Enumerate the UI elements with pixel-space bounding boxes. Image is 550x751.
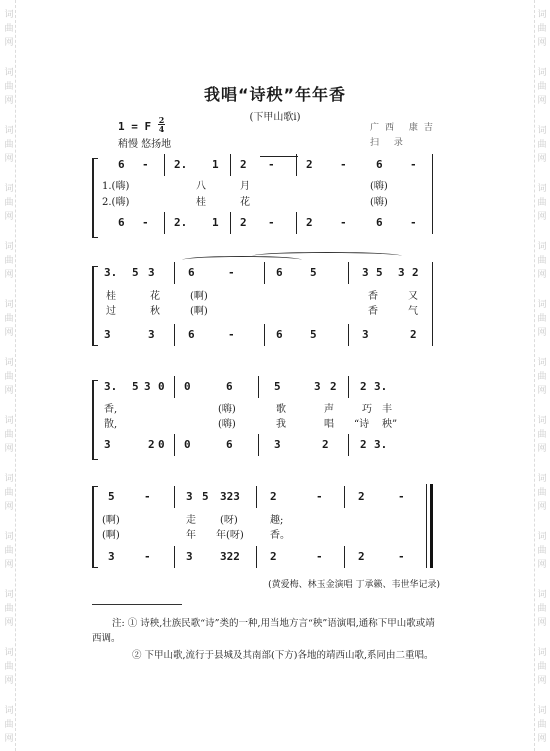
- lyric: 巧: [362, 404, 372, 415]
- note: 2: [360, 438, 367, 451]
- lyric: 花: [150, 291, 160, 302]
- barline: [174, 434, 175, 456]
- watermark-glyph: 词: [537, 300, 547, 310]
- watermark-glyph: 网: [4, 734, 14, 744]
- lyric: 花: [240, 197, 250, 208]
- watermark-glyph: 词: [4, 242, 14, 252]
- watermark-glyph: 曲: [537, 82, 547, 92]
- barline: [174, 324, 175, 346]
- score-system-1: [92, 150, 442, 240]
- note: 2.: [174, 158, 188, 171]
- watermark-glyph: 词: [4, 474, 14, 484]
- lyric: (啊): [190, 306, 208, 317]
- watermark-glyph: 词: [4, 416, 14, 426]
- note: 3: [108, 550, 115, 563]
- watermark-glyph: 曲: [4, 662, 14, 672]
- watermark-glyph-group: [535, 356, 549, 398]
- watermark-glyph: 词: [537, 416, 547, 426]
- watermark-glyph-group: [2, 646, 16, 688]
- watermark-glyph: 曲: [4, 430, 14, 440]
- note: 3: [144, 380, 151, 393]
- watermark-glyph: 网: [537, 328, 547, 338]
- watermark-glyph: 网: [537, 212, 547, 222]
- barline: [348, 434, 349, 456]
- watermark-glyph: 词: [537, 706, 547, 716]
- lower-voice-notes: [92, 216, 442, 234]
- watermark-glyph: 曲: [537, 430, 547, 440]
- watermark-glyph: 网: [4, 676, 14, 686]
- watermark-glyph: 网: [537, 386, 547, 396]
- performer-credit: (黄爱梅、林玉金演唱 丁承籁、韦世华记录): [268, 580, 440, 590]
- watermark-glyph: 曲: [4, 720, 14, 730]
- note: 0: [184, 438, 191, 451]
- watermark-glyph-group: [2, 298, 16, 340]
- watermark-glyph-group: [2, 356, 16, 398]
- lower-voice-notes: [92, 550, 442, 568]
- barline: [230, 154, 231, 176]
- watermark-glyph: 曲: [537, 140, 547, 150]
- note: 5: [376, 266, 383, 279]
- final-barline-thick: [430, 484, 433, 568]
- note: 6: [276, 328, 283, 341]
- watermark-glyph-group: [2, 472, 16, 514]
- note: 2.: [174, 216, 188, 229]
- note: 3.: [374, 380, 388, 393]
- note: 5: [202, 490, 209, 503]
- barline: [256, 486, 257, 508]
- watermark-glyph: 曲: [4, 488, 14, 498]
- lyric: 香: [368, 306, 378, 317]
- watermark-glyph: 网: [4, 328, 14, 338]
- lyric: 趣;: [270, 515, 284, 526]
- lyric: (嗨): [370, 181, 388, 192]
- watermark-glyph: 网: [4, 212, 14, 222]
- lyrics-verse-2: [92, 193, 442, 211]
- key-signature: 1 = F: [118, 120, 152, 133]
- watermark-glyph: 网: [537, 154, 547, 164]
- lyric: 桂: [196, 197, 206, 208]
- watermark-glyph: 曲: [4, 82, 14, 92]
- note: -: [316, 550, 323, 563]
- watermark-glyph: 曲: [4, 198, 14, 208]
- watermark-glyph: 网: [537, 676, 547, 686]
- watermark-glyph: 网: [537, 502, 547, 512]
- barline: [348, 262, 349, 284]
- meter-bottom: 4: [158, 124, 165, 134]
- watermark-glyph: 网: [537, 38, 547, 48]
- watermark-glyph-group: [2, 182, 16, 224]
- note: -: [142, 158, 149, 171]
- barline: [258, 434, 259, 456]
- slur-line: [252, 252, 402, 260]
- lyric: 秋: [150, 306, 160, 317]
- watermark-glyph: 网: [537, 560, 547, 570]
- watermark-glyph: 词: [537, 126, 547, 136]
- lyrics-verse-2: [92, 415, 442, 433]
- upper-voice-notes: [92, 380, 442, 398]
- watermark-glyph: 词: [4, 184, 14, 194]
- note: 3: [186, 490, 193, 503]
- lyrics-verse-2: [92, 526, 442, 544]
- lyric: 又: [408, 291, 418, 302]
- score-system-3: [92, 372, 442, 462]
- note: 323: [220, 490, 240, 503]
- barline: [230, 212, 231, 234]
- barline: [432, 262, 433, 346]
- watermark-glyph: 词: [4, 590, 14, 600]
- note: 2: [322, 438, 329, 451]
- watermark-glyph-group: [2, 530, 16, 572]
- note: 0: [158, 438, 165, 451]
- barline: [258, 376, 259, 398]
- note: 2: [270, 550, 277, 563]
- lyric: (嗨): [218, 404, 236, 415]
- watermark-glyph: 曲: [537, 198, 547, 208]
- lyric: 气: [408, 306, 418, 317]
- tempo-marking: 稍慢 悠扬地: [118, 139, 172, 150]
- watermark-glyph-group: [535, 704, 549, 746]
- lyric: 过: [106, 306, 116, 317]
- note: 6: [226, 438, 233, 451]
- footnote-1: 注: ① 诗秧,壮族民歌“诗”类的一种,用当地方言“秧”语演唱,通称下甲山歌或靖西调。: [92, 618, 435, 644]
- note: 5: [310, 266, 317, 279]
- watermark-glyph-group: [535, 646, 549, 688]
- watermark-glyph: 词: [4, 648, 14, 658]
- lyric: 散,: [104, 419, 118, 430]
- note: 5: [132, 266, 139, 279]
- lyric: 月: [240, 181, 250, 192]
- note: 3.: [104, 266, 118, 279]
- lyric: 2.(嗨): [102, 197, 130, 208]
- barline: [344, 486, 345, 508]
- lyric: 年(呀): [216, 530, 244, 541]
- note: -: [398, 550, 405, 563]
- barline: [344, 546, 345, 568]
- watermark-glyph: 曲: [537, 488, 547, 498]
- note: 322: [220, 550, 240, 563]
- note: 2: [306, 216, 313, 229]
- note: 3.: [104, 380, 118, 393]
- watermark-glyph-group: [535, 414, 549, 456]
- watermark-glyph: 词: [537, 184, 547, 194]
- note: 3: [362, 328, 369, 341]
- note: -: [228, 266, 235, 279]
- barline: [296, 212, 297, 234]
- note: -: [410, 216, 417, 229]
- lyric: 丰: [382, 404, 392, 415]
- watermark-glyph: 曲: [537, 314, 547, 324]
- watermark-glyph-group: [535, 298, 549, 340]
- note: 3: [274, 438, 281, 451]
- lyric: 八: [196, 181, 206, 192]
- watermark-glyph: 词: [537, 68, 547, 78]
- lower-voice-notes: [92, 438, 442, 456]
- score-system-2: [92, 258, 442, 350]
- note: 6: [188, 328, 195, 341]
- note: -: [142, 216, 149, 229]
- watermark-glyph: 词: [537, 648, 547, 658]
- watermark-glyph-group: [535, 240, 549, 282]
- note: 2: [330, 380, 337, 393]
- watermark-glyph: 网: [4, 502, 14, 512]
- watermark-glyph: 词: [537, 590, 547, 600]
- note: 3: [398, 266, 405, 279]
- watermark-glyph: 曲: [4, 546, 14, 556]
- watermark-glyph: 曲: [4, 256, 14, 266]
- watermark-glyph-group: [2, 414, 16, 456]
- watermark-glyph: 网: [4, 96, 14, 106]
- note: 3: [186, 550, 193, 563]
- note: 2: [306, 158, 313, 171]
- note: -: [340, 216, 347, 229]
- lyric: (嗨): [218, 419, 236, 430]
- footnote-2: ② 下甲山歌,流行于县城及其南部(下方)各地的靖西山歌,系同由二重唱。: [132, 650, 434, 661]
- note: 0: [158, 380, 165, 393]
- watermark-glyph-group: [2, 240, 16, 282]
- lyric: 香: [368, 291, 378, 302]
- note: 2: [410, 328, 417, 341]
- final-barline-thin: [426, 484, 427, 568]
- watermark-glyph-group: [535, 588, 549, 630]
- watermark-glyph: 词: [4, 532, 14, 542]
- barline: [256, 546, 257, 568]
- watermark-glyph: 曲: [537, 546, 547, 556]
- lyric: 桂: [106, 291, 116, 302]
- note: 2: [270, 490, 277, 503]
- watermark-glyph-group: [2, 704, 16, 746]
- note: -: [268, 216, 275, 229]
- barline: [264, 262, 265, 284]
- note: -: [398, 490, 405, 503]
- watermark-glyph: 网: [4, 618, 14, 628]
- footnote-separator: [92, 604, 182, 605]
- upper-voice-notes: [92, 266, 442, 284]
- watermark-glyph: 网: [4, 444, 14, 454]
- slur-line: [260, 156, 298, 157]
- note: 6: [118, 216, 125, 229]
- barline: [348, 324, 349, 346]
- barline: [174, 546, 175, 568]
- barline: [174, 486, 175, 508]
- note: 3: [104, 438, 111, 451]
- collection-credit-2: 扫 录: [370, 138, 409, 148]
- barline: [296, 154, 297, 176]
- barline: [164, 154, 165, 176]
- watermark-glyph: 曲: [4, 314, 14, 324]
- watermark-glyph: 网: [4, 154, 14, 164]
- time-signature: [158, 116, 165, 133]
- watermark-glyph: 词: [4, 68, 14, 78]
- note: 3: [362, 266, 369, 279]
- watermark-glyph: 词: [537, 10, 547, 20]
- note: 6: [226, 380, 233, 393]
- watermark-glyph: 曲: [537, 662, 547, 672]
- watermark-glyph: 曲: [537, 720, 547, 730]
- watermark-glyph: 曲: [4, 24, 14, 34]
- note: 6: [376, 216, 383, 229]
- watermark-glyph: 网: [537, 618, 547, 628]
- note: 6: [188, 266, 195, 279]
- song-title: 我唱“诗秧”年年香: [203, 85, 347, 104]
- watermark-glyph: 词: [537, 474, 547, 484]
- lyrics-verse-2: [92, 302, 442, 320]
- watermark-glyph: 词: [4, 126, 14, 136]
- watermark-glyph-group: [2, 588, 16, 630]
- lyric: 年: [186, 530, 196, 541]
- watermark-glyph-group: [535, 472, 549, 514]
- note: 6: [276, 266, 283, 279]
- lyric: 声: [324, 404, 334, 415]
- note: 2: [240, 158, 247, 171]
- note: -: [144, 550, 151, 563]
- watermark-glyph-group: [2, 8, 16, 50]
- note: -: [144, 490, 151, 503]
- lyric: (啊): [102, 515, 120, 526]
- song-subtitle: (下甲山歌i): [249, 112, 301, 123]
- watermark-glyph: 网: [4, 560, 14, 570]
- lyric: (呀): [220, 515, 238, 526]
- watermark-glyph: 曲: [4, 372, 14, 382]
- watermark-glyph: 曲: [4, 140, 14, 150]
- note: 6: [376, 158, 383, 171]
- watermark-glyph-group: [535, 8, 549, 50]
- lyric: 1.(嗨): [102, 181, 130, 192]
- note: 5: [310, 328, 317, 341]
- note: 5: [132, 380, 139, 393]
- watermark-glyph: 网: [537, 444, 547, 454]
- lyric: (啊): [190, 291, 208, 302]
- note: 3.: [374, 438, 388, 451]
- watermark-glyph: 网: [537, 96, 547, 106]
- watermark-glyph: 网: [4, 386, 14, 396]
- watermark-glyph: 网: [537, 734, 547, 744]
- watermark-glyph: 网: [4, 38, 14, 48]
- barline: [348, 376, 349, 398]
- note: 2: [148, 438, 155, 451]
- upper-voice-notes: [92, 490, 442, 508]
- note: 2: [360, 380, 367, 393]
- collection-credit-1: 广西 康吉: [370, 123, 439, 133]
- note: 5: [274, 380, 281, 393]
- lyric: (嗨): [370, 197, 388, 208]
- watermark-glyph: 曲: [537, 372, 547, 382]
- lyric: 歌: [276, 404, 286, 415]
- watermark-glyph: 网: [4, 270, 14, 280]
- barline: [264, 324, 265, 346]
- lyric: 香。: [270, 530, 290, 541]
- watermark-glyph: 网: [537, 270, 547, 280]
- note: 5: [108, 490, 115, 503]
- lower-voice-notes: [92, 328, 442, 346]
- note: 3: [148, 266, 155, 279]
- watermark-glyph: 曲: [537, 24, 547, 34]
- lyric: 唱: [324, 419, 334, 430]
- lyric: (啊): [102, 530, 120, 541]
- watermark-glyph: 曲: [537, 256, 547, 266]
- note: -: [316, 490, 323, 503]
- watermark-glyph-group: [535, 530, 549, 572]
- note: 2: [358, 490, 365, 503]
- watermark-glyph-group: [535, 182, 549, 224]
- note: -: [228, 328, 235, 341]
- watermark-glyph: 词: [4, 358, 14, 368]
- lyric: “诗: [354, 419, 370, 430]
- note: 2: [240, 216, 247, 229]
- lyric: 香,: [104, 404, 118, 415]
- upper-voice-notes: [92, 158, 442, 176]
- note: 0: [184, 380, 191, 393]
- watermark-glyph: 曲: [537, 604, 547, 614]
- watermark-glyph: 词: [537, 242, 547, 252]
- watermark-glyph: 词: [537, 358, 547, 368]
- watermark-glyph: 词: [4, 300, 14, 310]
- watermark-glyph: 曲: [4, 604, 14, 614]
- note: -: [410, 158, 417, 171]
- watermark-glyph: 词: [4, 706, 14, 716]
- watermark-glyph-group: [535, 124, 549, 166]
- note: 3: [104, 328, 111, 341]
- note: 1: [212, 216, 219, 229]
- note: 3: [314, 380, 321, 393]
- note: 1: [212, 158, 219, 171]
- watermark-glyph-group: [2, 124, 16, 166]
- barline: [164, 212, 165, 234]
- score-system-4: [92, 482, 442, 572]
- note: -: [340, 158, 347, 171]
- watermark-glyph: 词: [537, 532, 547, 542]
- barline: [432, 154, 433, 234]
- lyric: 我: [276, 419, 286, 430]
- note: 6: [118, 158, 125, 171]
- lyric: 秧”: [382, 419, 398, 430]
- watermark-glyph: 词: [4, 10, 14, 20]
- meter-top: 2: [158, 115, 165, 125]
- barline: [174, 262, 175, 284]
- note: -: [268, 158, 275, 171]
- note: 2: [358, 550, 365, 563]
- lyric: 走: [186, 515, 196, 526]
- note: 2: [412, 266, 419, 279]
- barline: [174, 376, 175, 398]
- note: 3: [148, 328, 155, 341]
